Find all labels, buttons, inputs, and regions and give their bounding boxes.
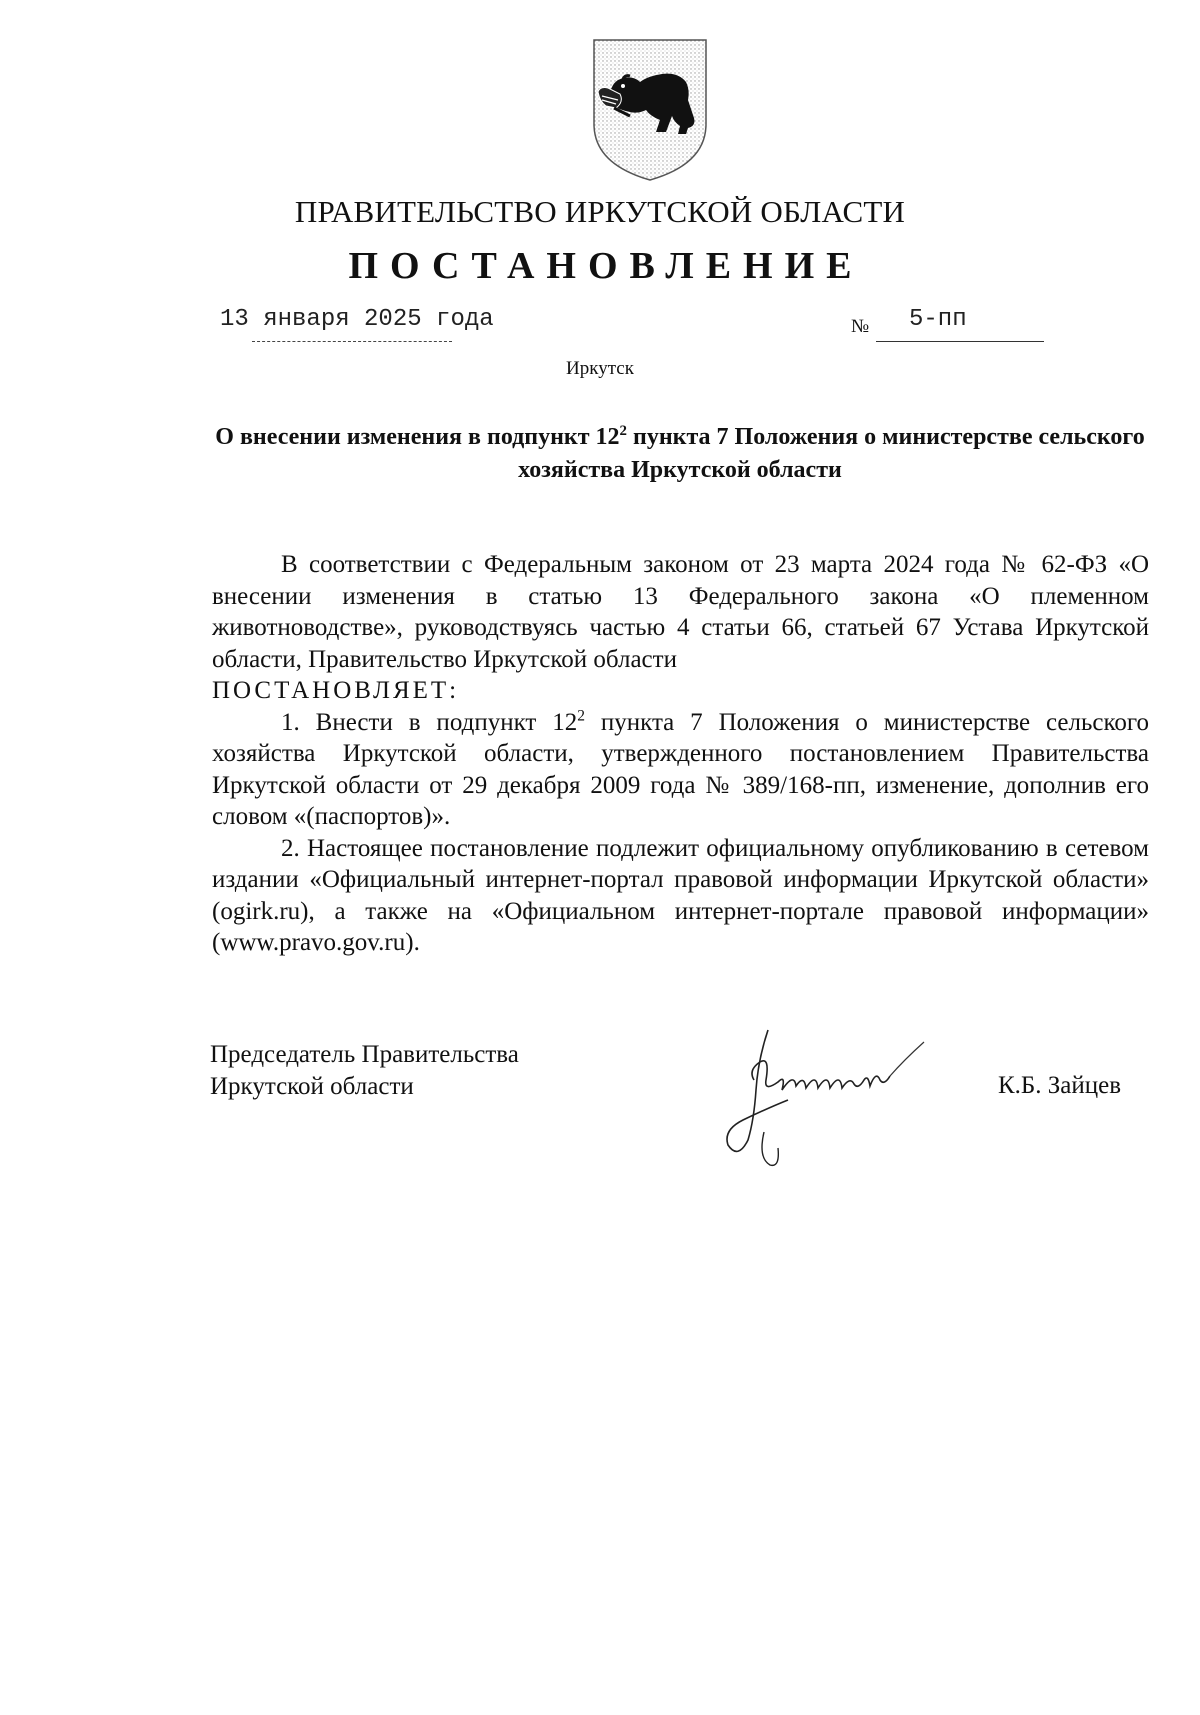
signatory-role-line-2: Иркутской области (210, 1073, 414, 1100)
irkutsk-coat-of-arms-icon (590, 36, 710, 184)
document-city: Иркутск (566, 358, 634, 379)
number-label: № (851, 316, 870, 337)
title-part-2: пункта 7 Положения о министерстве сельского хозяйства Иркутской области (518, 424, 1145, 483)
signatory-role (210, 1039, 519, 1103)
item-1-superscript: 2 (577, 707, 585, 725)
date-underline (252, 341, 452, 342)
item-2-paragraph: 2. Настоящее постановление подлежит официальному опубликованию в сетевом издании «Официальный интернет-портал правовой информации Иркутской области» (ogirk.ru), а также на «Официальном интернет-портале правовой информации» (www.pravo.gov.ru). (212, 834, 1149, 956)
title-part-1: О внесении изменения в подпункт 12 (215, 424, 620, 450)
item-1-paragraph (212, 707, 1149, 833)
decree-word: ПОСТАНОВЛЯЕТ: (212, 677, 460, 704)
handwritten-signature-icon (708, 1020, 948, 1170)
title-superscript: 2 (619, 423, 627, 439)
government-name: ПРАВИТЕЛЬСТВО ИРКУТСКОЙ ОБЛАСТИ (294, 194, 906, 229)
signatory-name: К.Б. Зайцев (998, 1072, 1122, 1099)
document-body (212, 549, 1149, 959)
signatory-role-line-1: Председатель Правительства (210, 1041, 519, 1068)
number-underline (876, 341, 1044, 342)
document-number: 5-пп (909, 306, 967, 333)
document-date: 13 января 2025 года (220, 306, 494, 333)
document-subject-title (200, 421, 1160, 487)
document-type-title: ПОСТАНОВЛЕНИЕ (348, 245, 864, 287)
preamble-paragraph: В соответствии с Федеральным законом от 23 марта 2024 года № 62-ФЗ «О внесении изменения в статью 13 Федерального закона «О племенном животноводстве», руководствуясь частью 4 статьи 66, статьей 67 Устава Иркутской области, Правительство Иркутской области (212, 551, 1149, 673)
item-1-part-1: 1. Внести в подпункт 12 (281, 708, 578, 736)
item-1-part-2: пункта 7 Положения о министерстве сельского хозяйства Иркутской области, утвержденного постановлением Правительства Иркутской области от 29 декабря 2009 года № 389/168-пп, изменение, дополнив его словом «(паспортов)». (212, 708, 1149, 830)
